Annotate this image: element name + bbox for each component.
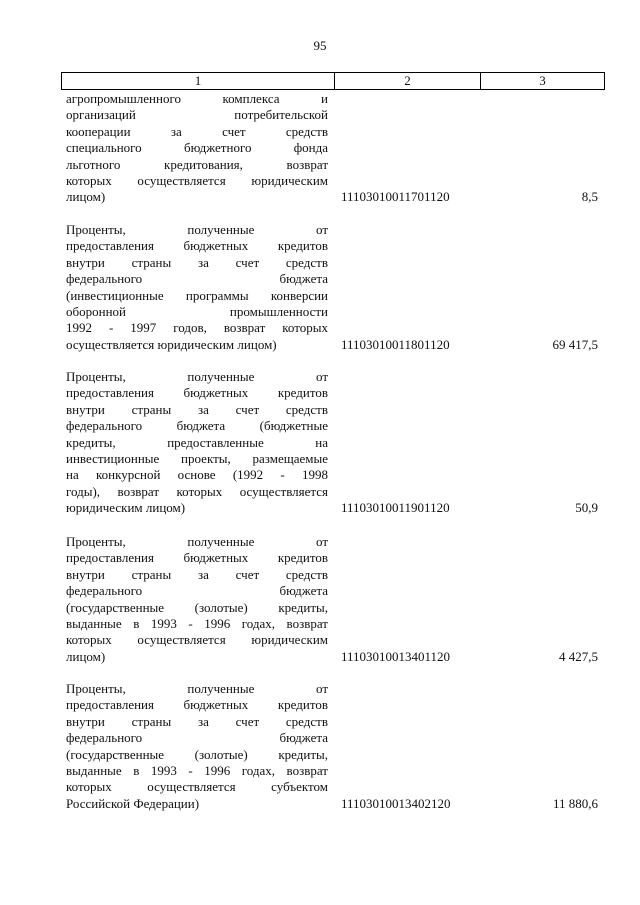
description-line: внутри страны за счет средств — [66, 401, 328, 417]
row-amount: 50,9 — [575, 500, 598, 516]
description-line: специального бюджетного фонда — [66, 140, 328, 156]
description-line: предоставления бюджетных кредитов — [66, 550, 328, 566]
row-description — [66, 91, 328, 206]
description-line: организаций потребительской — [66, 107, 328, 123]
description-line: лицом) — [66, 648, 106, 664]
description-line: предоставления бюджетных кредитов — [66, 385, 328, 401]
table-header — [61, 72, 605, 90]
description-line: выданные в 1993 - 1996 годах, возврат — [66, 763, 328, 779]
header-col-3: 3 — [481, 73, 605, 90]
description-line: оборонной промышленности — [66, 304, 328, 320]
row-amount: 4 427,5 — [559, 648, 598, 664]
row-description — [66, 369, 328, 517]
row-amount: 8,5 — [581, 189, 598, 205]
description-line: Проценты, полученные от — [66, 222, 328, 237]
description-line: Проценты, полученные от — [66, 681, 328, 696]
description-line: (государственные (золотые) кредиты, — [66, 599, 328, 615]
description-line: (государственные (золотые) кредиты, — [66, 746, 328, 762]
row-code: 11103010011801120 — [341, 336, 450, 352]
row-description — [66, 534, 328, 665]
description-line: кооперации за счет средств — [66, 123, 328, 139]
row-amount: 69 417,5 — [552, 336, 598, 352]
row-code: 11103010011701120 — [341, 189, 450, 205]
description-line: Проценты, полученные от — [66, 534, 328, 549]
header-col-1: 1 — [62, 73, 335, 90]
description-line: кредиты, предоставленные на — [66, 434, 328, 450]
description-line: агропромышленного комплекса и — [66, 91, 328, 106]
page-number: 95 — [313, 38, 327, 53]
table-row — [66, 534, 598, 665]
description-line: лицом) — [66, 189, 106, 205]
description-line: инвестиционные проекты, размещаемые — [66, 451, 328, 467]
table-row — [66, 369, 598, 517]
description-line: (инвестиционные программы конверсии — [66, 287, 328, 303]
table-row — [66, 681, 598, 812]
description-line: юридическим лицом) — [66, 500, 186, 516]
row-code: 11103010013401120 — [341, 648, 451, 664]
table-row — [66, 222, 598, 353]
description-line: внутри страны за счет средств — [66, 713, 328, 729]
table-row — [66, 91, 598, 206]
description-line: федерального бюджета — [66, 583, 328, 599]
description-line: федерального бюджета — [66, 271, 328, 287]
description-line: федерального бюджета — [66, 730, 328, 746]
description-line: которых осуществляется юридическим — [66, 632, 328, 648]
row-code: 11103010013402120 — [341, 795, 451, 811]
description-line: внутри страны за счет средств — [66, 566, 328, 582]
description-line: Российской Федерации) — [66, 795, 200, 811]
description-line: предоставления бюджетных кредитов — [66, 238, 328, 254]
description-line: на конкурсной основе (1992 - 1998 — [66, 467, 328, 483]
header-col-2: 2 — [335, 73, 481, 90]
description-line: внутри страны за счет средств — [66, 254, 328, 270]
row-code: 11103010011901120 — [341, 500, 450, 516]
row-description — [66, 681, 328, 812]
description-line: предоставления бюджетных кредитов — [66, 697, 328, 713]
description-line: 1992 - 1997 годов, возврат которых — [66, 320, 328, 336]
description-line: федерального бюджета (бюджетные — [66, 418, 328, 434]
description-line: льготного кредитования, возврат — [66, 156, 328, 172]
description-line: выданные в 1993 - 1996 годах, возврат — [66, 616, 328, 632]
description-line: которых осуществляется субъектом — [66, 779, 328, 795]
description-line: годы), возврат которых осуществляется — [66, 483, 328, 499]
description-line: Проценты, полученные от — [66, 369, 328, 384]
row-description — [66, 222, 328, 353]
description-line: осуществляется юридическим лицом) — [66, 336, 277, 352]
row-amount: 11 880,6 — [552, 795, 598, 811]
description-line: которых осуществляется юридическим — [66, 173, 328, 189]
